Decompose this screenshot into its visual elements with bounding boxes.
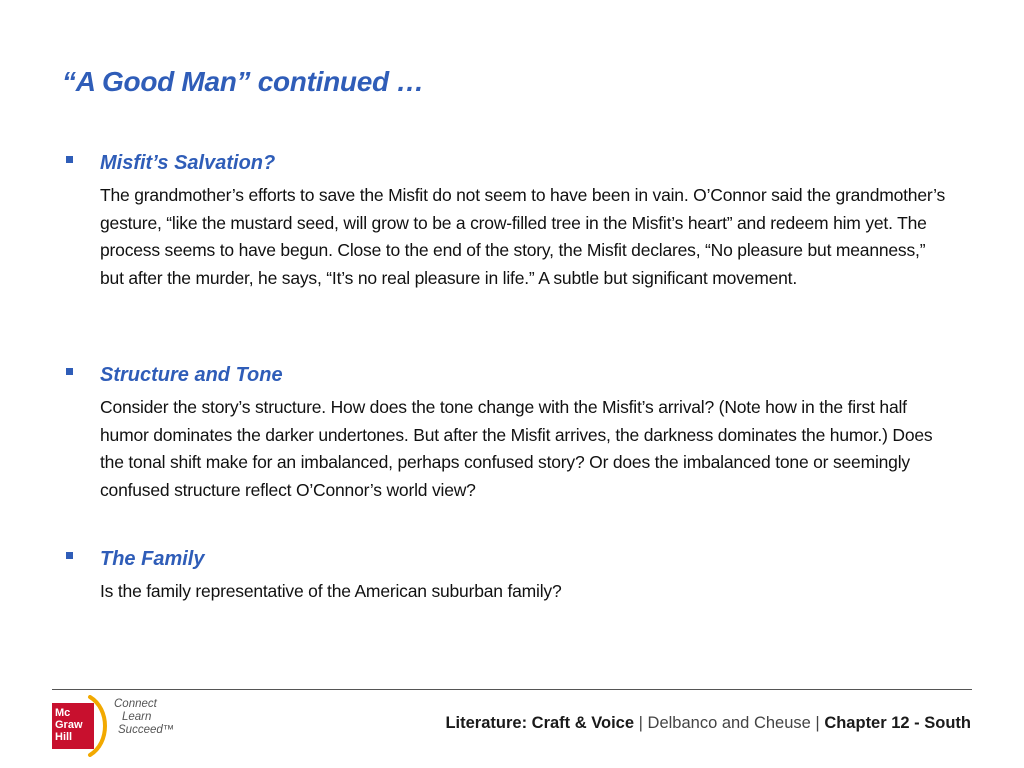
logo-mark-line: Hill — [55, 731, 73, 743]
footer-book-title: Literature: Craft & Voice — [445, 714, 635, 732]
section-heading: Misfit’s Salvation? — [100, 152, 276, 174]
footer-separator: | — [815, 714, 820, 732]
footer-separator: | — [638, 714, 643, 732]
section-body: The grandmother’s efforts to save the Misfit do not seem to have been in vain. O’Connor said the grandmother’s gesture, “like the mustard seed, will grow to be a crow-filled tree in the Misfit’s heart” and redeem him yet. The process seems to have begun. Close to the end of the story, the Misfit declares, “No pleasure but meanness,” but after the murder, he says, “It’s no real pleasure in life.” A subtle but significant movement. — [100, 185, 946, 288]
bullet-row — [62, 362, 942, 390]
mcgraw-hill-logo — [50, 695, 190, 757]
footer-citation — [445, 712, 971, 734]
square-bullet-icon — [66, 156, 73, 163]
tagline-learn: Learn — [122, 711, 152, 723]
section-heading: Structure and Tone — [100, 364, 283, 386]
square-bullet-icon — [66, 368, 73, 375]
logo-tagline — [114, 698, 174, 737]
section-body: Consider the story’s structure. How does the tone change with the Misfit’s arrival? (Note how in the first half humor dominates the darker undertones. But after the Misfit arrives, the darkness dominates the humor.) Does the tonal shift make for an imbalanced, perhaps confused story? Or does the imbalanced tone or seemingly confused structure reflect O’Connor’s world view? — [100, 397, 933, 500]
tagline-connect: Connect — [114, 698, 157, 710]
section-structure-and-tone — [62, 362, 942, 504]
bullet-row — [62, 546, 942, 574]
section-the-family — [62, 546, 942, 606]
footer-chapter: Chapter 12 - South — [824, 714, 971, 732]
footer-authors: Delbanco and Cheuse — [647, 714, 811, 732]
footer-divider — [52, 689, 972, 690]
slide-title: “A Good Man” continued … — [62, 66, 424, 97]
section-misfits-salvation — [62, 150, 946, 292]
logo-mark-line: Mc — [55, 707, 71, 719]
section-body: Is the family representative of the American suburban family? — [100, 581, 562, 601]
tagline-succeed: Succeed™ — [118, 724, 175, 736]
logo-mark-line: Graw — [55, 719, 83, 731]
bullet-row — [62, 150, 942, 178]
section-heading: The Family — [100, 548, 205, 570]
square-bullet-icon — [66, 552, 73, 559]
swoosh-icon — [84, 695, 112, 757]
